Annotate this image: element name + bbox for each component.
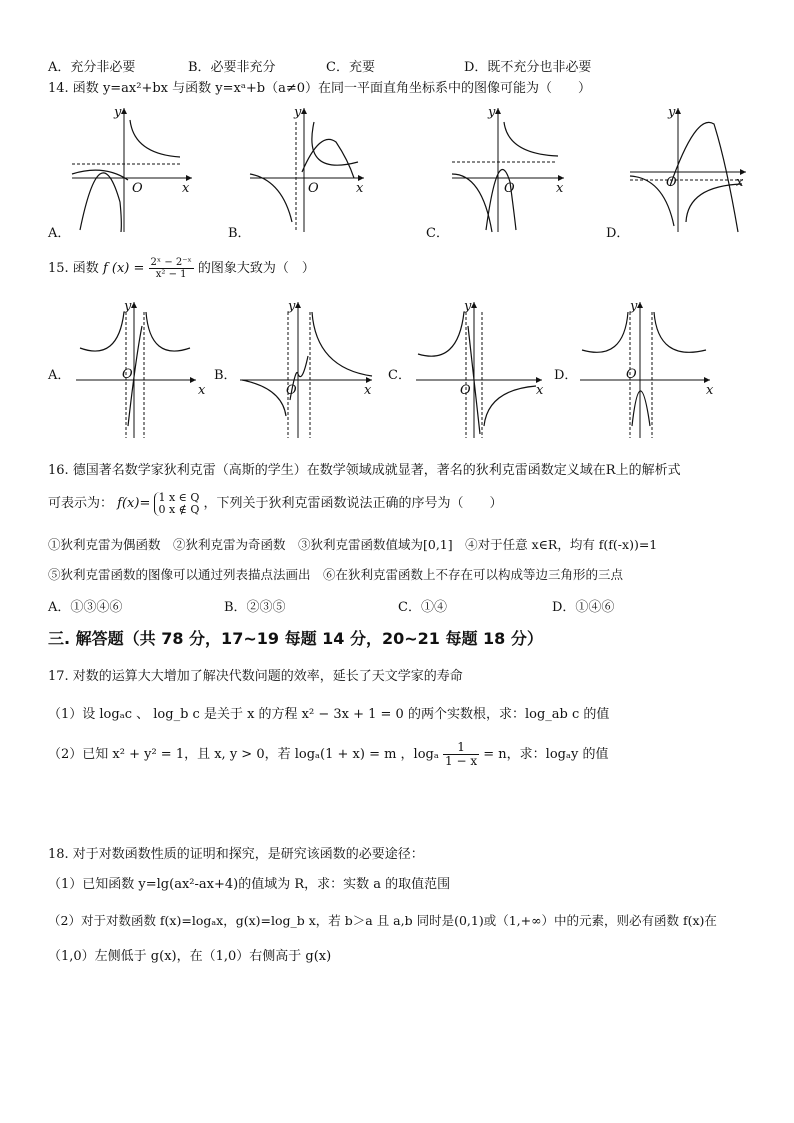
q14-stem: 14. 函数 y=ax²+bx 与函数 y=xᵃ+b（a≠0）在同一平面直角坐标系中的图像可能为（ ） bbox=[48, 81, 591, 96]
q14-label-d: D． bbox=[606, 226, 630, 241]
q15-denominator: x² − 1 bbox=[155, 269, 187, 280]
q13-option-b: B．必要非充分 bbox=[188, 60, 276, 75]
q14-graph-a bbox=[62, 102, 202, 237]
q14a-x-label: x bbox=[182, 181, 190, 196]
q15b-x-label: x bbox=[364, 383, 372, 398]
q13-option-d: D．既不充分也非必要 bbox=[464, 60, 592, 75]
q15c-x-label: x bbox=[536, 383, 544, 398]
q16-option-b: B．②③⑤ bbox=[224, 600, 286, 615]
q14b-origin: O bbox=[308, 181, 319, 196]
q17-numerator: 1 bbox=[443, 741, 479, 755]
q16-option-a: A．①③④⑥ bbox=[48, 600, 123, 615]
q18-stem: 18. 对于对数函数性质的证明和探究，是研究该函数的必要途径： bbox=[48, 847, 424, 862]
q14-label-c: C． bbox=[426, 226, 449, 241]
q15-stem bbox=[48, 257, 315, 280]
q14-graph-b bbox=[242, 102, 382, 237]
q14b-x-label: x bbox=[356, 181, 364, 196]
q14-graph-c bbox=[446, 102, 586, 237]
q16-case2: 0 x ∉ Q bbox=[158, 502, 200, 516]
q15d-x-label: x bbox=[706, 383, 714, 398]
q17-part2-suffix: = n，求：logₐy 的值 bbox=[483, 747, 609, 762]
q15-prefix: 15. 函数 bbox=[48, 261, 99, 276]
q17-part2-prefix: （2）已知 x² + y² = 1，且 x, y > 0，若 logₐ(1 + x) = m ，logₐ bbox=[48, 747, 439, 762]
q16-option-c: C．①④ bbox=[398, 600, 447, 615]
q15-func: f (x) = bbox=[102, 261, 145, 276]
q13-option-a: A．充分非必要 bbox=[48, 60, 136, 75]
q15-graph-a bbox=[70, 296, 210, 442]
q15-suffix: 的图象大致为（ ） bbox=[197, 261, 315, 276]
q16-line2 bbox=[48, 490, 503, 518]
q15-numerator: 2ˣ − 2⁻ˣ bbox=[150, 257, 192, 268]
q14a-origin: O bbox=[132, 181, 143, 196]
q18-part1: （1）已知函数 y=lg(ax²-ax+4)的值域为 R，求：实数 a 的取值范围 bbox=[48, 877, 451, 892]
q16-func: f(x)= bbox=[117, 496, 151, 511]
q14c-y-label: y bbox=[488, 105, 496, 120]
q18-part2: （2）对于对数函数 f(x)=logₐx，g(x)=log_b x，若 b＞a 且 a,b 同时是(0,1)或（1,+∞）中的元素，则必有函数 f(x)在 bbox=[48, 913, 717, 928]
q14a-y-label: y bbox=[114, 105, 122, 120]
q15a-y-label: y bbox=[124, 299, 132, 314]
q17-part2 bbox=[48, 740, 608, 770]
q14d-x-label: x bbox=[736, 175, 744, 190]
q17-denominator: 1 − x bbox=[445, 754, 478, 768]
q15-graph-c bbox=[412, 296, 552, 442]
q16-piecewise bbox=[154, 492, 199, 516]
q15c-origin: O bbox=[460, 383, 471, 398]
q18-part2-cont: （1,0）左侧低于 g(x)，在（1,0）右侧高于 g(x) bbox=[48, 949, 332, 964]
q14d-y-label: y bbox=[668, 105, 676, 120]
q15-label-d: D． bbox=[554, 368, 578, 383]
q13-option-c: C．充要 bbox=[326, 60, 375, 75]
q15-fraction bbox=[149, 257, 194, 280]
q15-label-a: A． bbox=[48, 368, 71, 383]
q15b-y-label: y bbox=[288, 299, 296, 314]
q15-label-b: B． bbox=[214, 368, 237, 383]
q14-label-b: B． bbox=[228, 226, 251, 241]
q15a-x-label: x bbox=[198, 383, 206, 398]
q16-statements-1: ①狄利克雷为偶函数 ②狄利克雷为奇函数 ③狄利克雷函数值域为[0,1] ④对于任意 x∈R，均有 f(f(-x))=1 bbox=[48, 537, 658, 552]
q14c-x-label: x bbox=[556, 181, 564, 196]
q17-part1: （1）设 logₐc 、 log_b c 是关于 x 的方程 x² − 3x + 1 = 0 的两个实数根，求：log_ab c 的值 bbox=[48, 707, 610, 722]
q15d-origin: O bbox=[626, 367, 637, 382]
q16-stem: 16. 德国著名数学家狄利克雷（高斯的学生）在数学领域成就显著，著名的狄利克雷函数定义域在R上的解析式 bbox=[48, 463, 681, 478]
q15-label-c: C． bbox=[388, 368, 411, 383]
q15-graph-b bbox=[236, 296, 376, 442]
q15c-y-label: y bbox=[464, 299, 472, 314]
q14d-origin: O bbox=[666, 175, 677, 190]
q15a-origin: O bbox=[122, 367, 133, 382]
q14-label-a: A． bbox=[48, 226, 71, 241]
q16-line2-prefix: 可表示为： bbox=[48, 496, 114, 511]
q16-option-d: D．①④⑥ bbox=[552, 600, 615, 615]
section-3-heading: 三. 解答题（共 78 分，17~19 每题 14 分，20~21 每题 18 分） bbox=[48, 629, 543, 648]
q16-statements-2: ⑤狄利克雷函数的图像可以通过列表描点法画出 ⑥在狄利克雷函数上不存在可以构成等边三角形的三点 bbox=[48, 567, 624, 582]
q16-case1: 1 x ∈ Q bbox=[158, 490, 200, 504]
q17-stem: 17. 对数的运算大大增加了解决代数问题的效率，延长了天文学家的寿命 bbox=[48, 669, 463, 684]
q15-graph-d bbox=[576, 296, 716, 442]
q14b-y-label: y bbox=[294, 105, 302, 120]
q15b-origin: O bbox=[286, 383, 297, 398]
q17-fraction bbox=[443, 741, 479, 768]
q16-line2-suffix: ，下列关于狄利克雷函数说法正确的序号为（ ） bbox=[203, 496, 503, 511]
q14c-origin: O bbox=[504, 181, 515, 196]
q14-graph-d bbox=[626, 102, 756, 237]
q15d-y-label: y bbox=[630, 299, 638, 314]
